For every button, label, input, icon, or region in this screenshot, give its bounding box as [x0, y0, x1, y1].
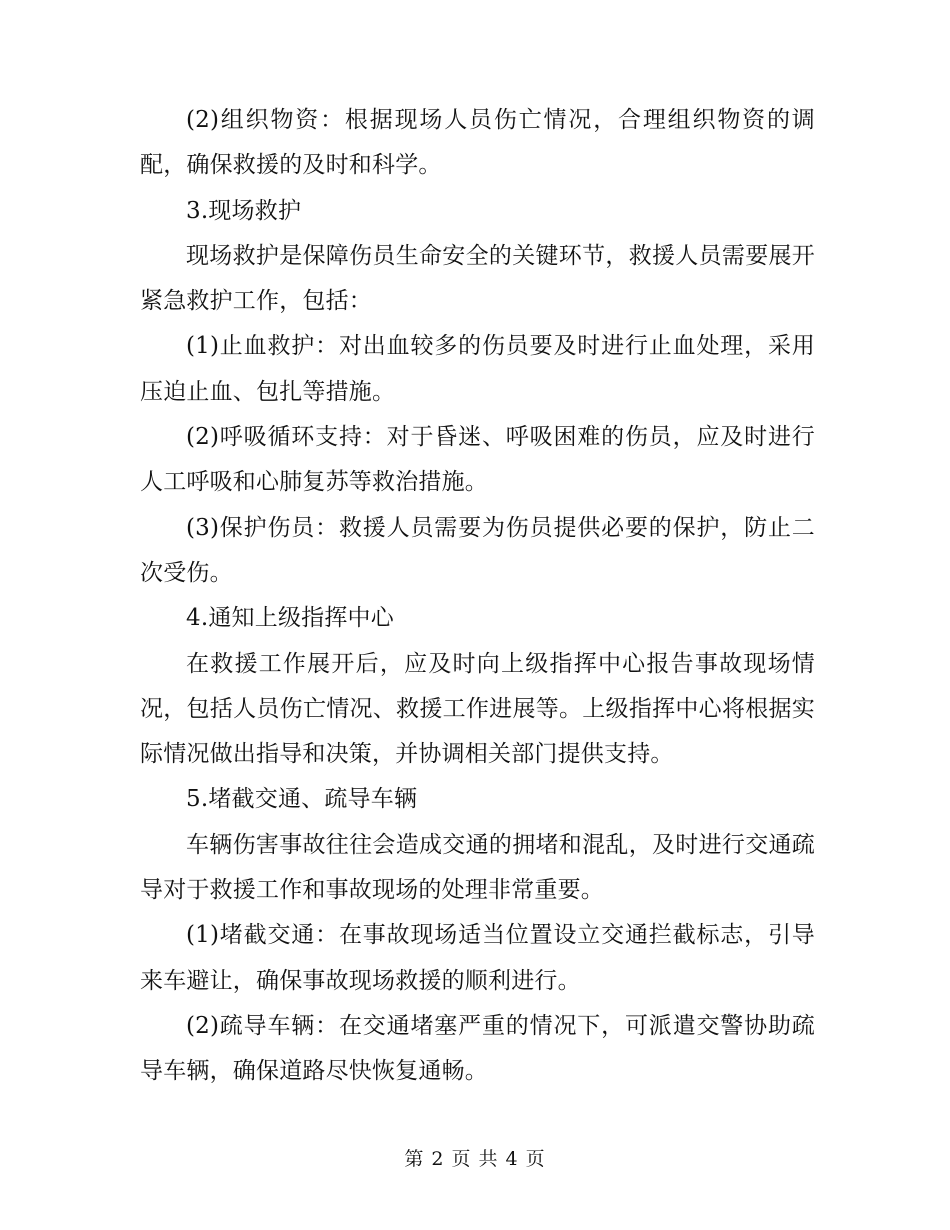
paragraph-organize-supplies: (2)组织物资：根据现场人员伤亡情况，合理组织物资的调配，确保救援的及时和科学。 [140, 107, 815, 179]
paragraph-onsite-rescue-intro: 现场救护是保障伤员生命安全的关键环节，救援人员需要展开紧急救护工作，包括： [140, 242, 815, 315]
page-number-footer: 第 2 页 共 4 页 [404, 1148, 546, 1170]
paragraph-divert-vehicles: (2)疏导车辆：在交通堵塞严重的情况下，可派遣交警协助疏导车辆，确保道路尽快恢复通畅。 [140, 1012, 815, 1085]
paragraph-traffic-intro: 车辆伤害事故往往会造成交通的拥堵和混乱，及时进行交通疏导对于救援工作和事故现场的处理非常重要。 [140, 831, 815, 904]
paragraph-notify-command: 在救援工作展开后，应及时向上级指挥中心报告事故现场情况，包括人员伤亡情况、救援工作进展等。上级指挥中心将根据实际情况做出指导和决策，并协调相关部门提供支持。 [140, 650, 815, 768]
document-body [140, 98, 815, 1095]
paragraph-stop-bleeding: (1)止血救护：对出血较多的伤员要及时进行止血处理，采用压迫止血、包扎等措施。 [140, 333, 815, 405]
paragraph-breathing-support: (2)呼吸循环支持：对于昏迷、呼吸困难的伤员，应及时进行人工呼吸和心肺复苏等救治措施。 [140, 424, 815, 496]
section-heading-traffic-control: 5.堵截交通、疏导车辆 [186, 786, 418, 813]
paragraph-block-traffic: (1)堵截交通：在事故现场适当位置设立交通拦截标志，引导来车避让，确保事故现场救援的顺利进行。 [140, 922, 815, 994]
paragraph-protect-wounded: (3)保护伤员：救援人员需要为伤员提供必要的保护，防止二次受伤。 [140, 514, 815, 586]
section-heading-notify-command: 4.通知上级指挥中心 [186, 605, 394, 632]
section-heading-onsite-rescue: 3.现场救护 [186, 197, 302, 224]
